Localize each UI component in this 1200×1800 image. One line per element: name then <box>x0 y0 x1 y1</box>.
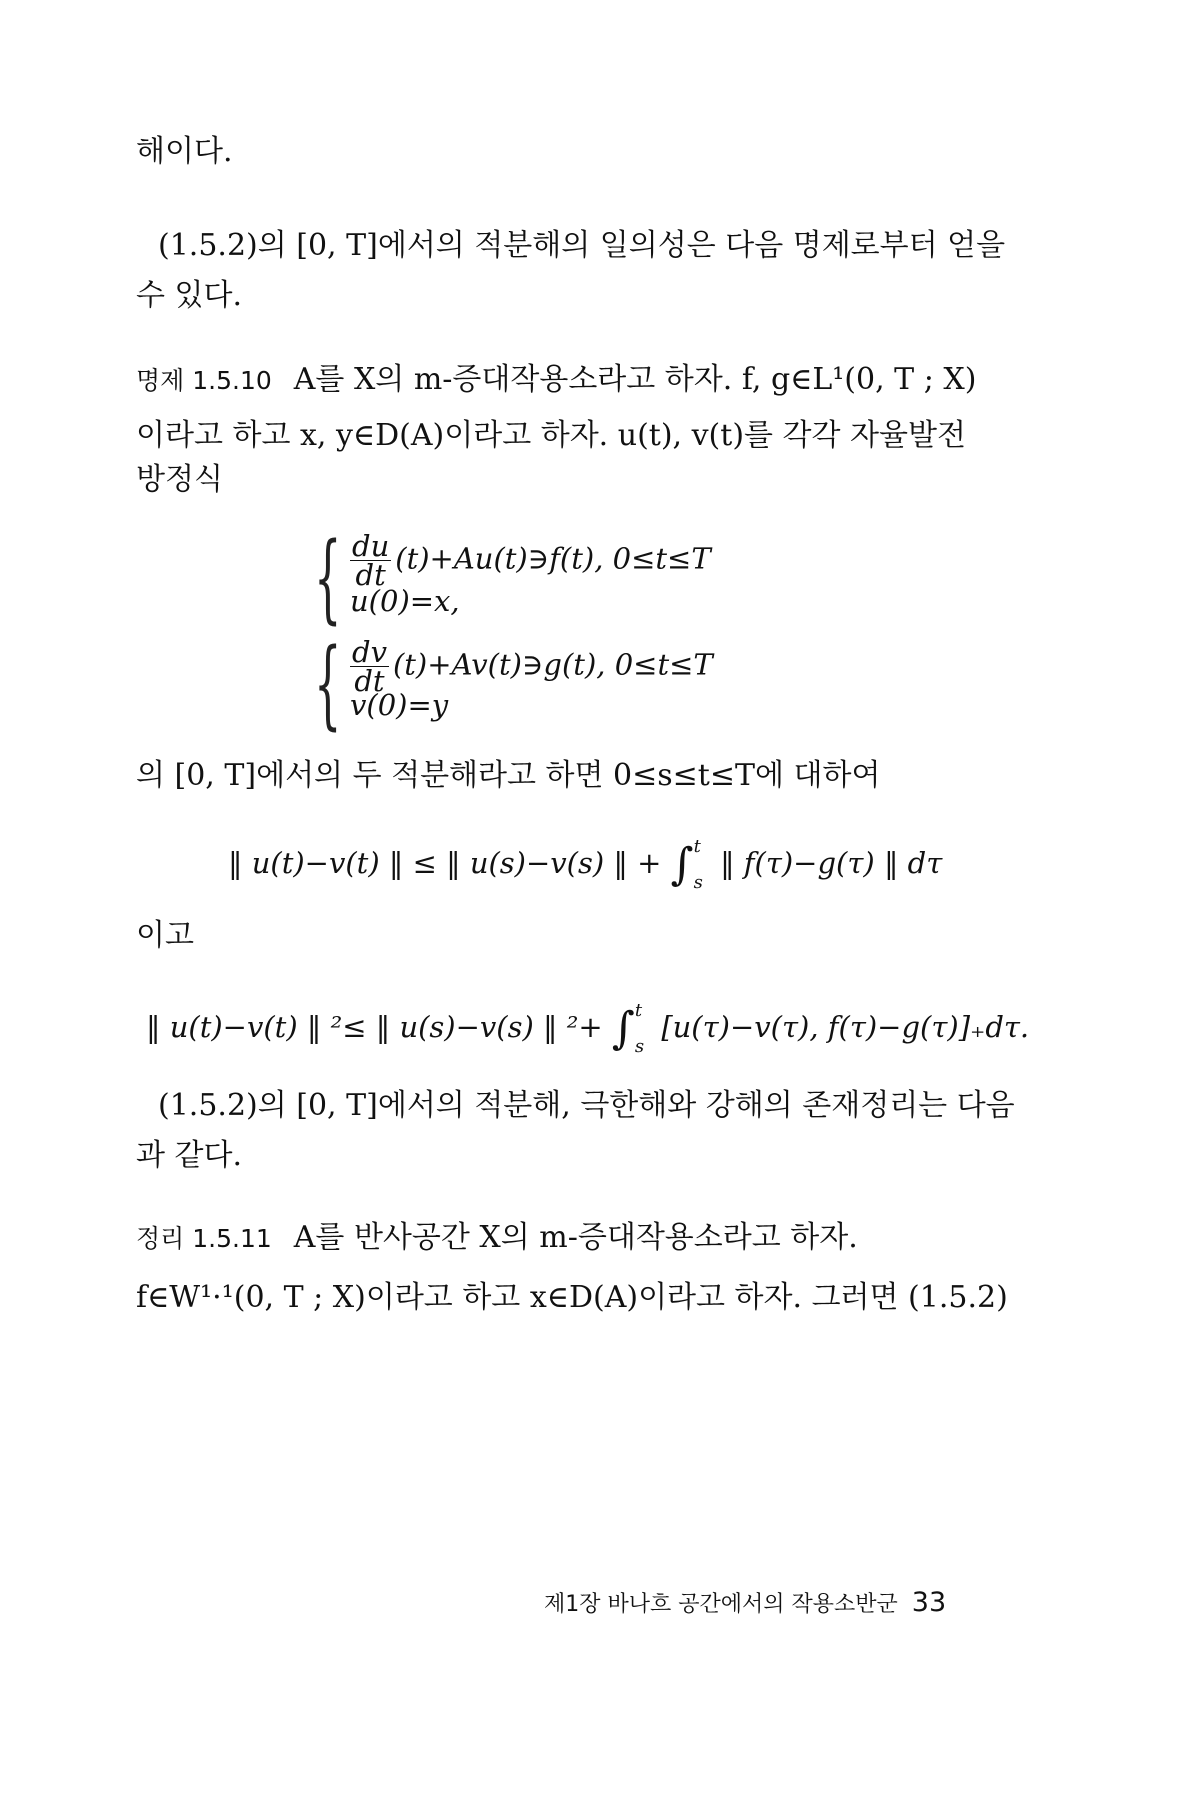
fraction: $\frac{dv}{dt}$ <box>352 635 387 698</box>
text-line: A를 반사공간 X의 m-증대작용소라고 하자. <box>293 1220 858 1255</box>
text-line: (1.5.2)의 [0, T]에서의 적분해, 극한해와 강해의 존재정리는 다음 <box>158 1088 1015 1123</box>
equation-u-line-1: $\frac{du}{dt}$ (t)+Au(t)∋f(t), 0≤t≤T <box>352 529 711 592</box>
running-header: 제1장 바나흐 공간에서의 작용소반군 <box>544 1592 898 1617</box>
integral-sign: ∫ <box>670 839 694 890</box>
text-line: 이라고 하고 x, y∈D(A)이라고 하자. u(t), v(t)를 각각 자율발전 <box>136 418 966 453</box>
theorem-label: 정리 1.5.11 <box>136 1224 272 1253</box>
text-line: f∈W¹·¹(0, T ; X)이라고 하고 x∈D(A)이라고 하자. 그러면 (1.5.2) <box>136 1280 1008 1315</box>
text-line: A를 X의 m-증대작용소라고 하자. f, g∈L¹(0, T ; X) <box>293 362 977 397</box>
text-line: 이고 <box>136 918 194 953</box>
proposition-label: 명제 1.5.10 <box>136 366 272 395</box>
left-brace: { <box>314 522 342 634</box>
text-line: (1.5.2)의 [0, T]에서의 적분해의 일의성은 다음 명제로부터 얻을 <box>158 228 1006 263</box>
text-line: 방정식 <box>136 462 223 497</box>
equation-v-line-2: v(0)=y <box>350 688 449 722</box>
fraction: $\frac{du}{dt}$ <box>352 529 390 592</box>
theorem-line <box>136 1218 1060 1259</box>
proposition-line <box>136 360 1060 401</box>
left-brace: { <box>314 628 342 740</box>
equation-v-line-1: $\frac{dv}{dt}$ (t)+Av(t)∋g(t), 0≤t≤T <box>352 635 713 698</box>
page-number: 33 <box>911 1587 947 1618</box>
text-line: 수 있다. <box>136 278 243 313</box>
text-line: 의 [0, T]에서의 두 적분해라고 하면 0≤s≤t≤T에 대하여 <box>136 758 881 793</box>
inequality-2: ‖ u(t)−v(t) ‖ ²≤ ‖ u(s)−v(s) ‖ ²+ ∫ t s [u(τ)−v(τ), f(τ)−g(τ)]₊dτ. <box>146 1000 1030 1057</box>
text-line: 과 같다. <box>136 1138 243 1173</box>
text-line: 해이다. <box>136 134 233 169</box>
page-footer <box>544 1586 946 1622</box>
inequality-1: ‖ u(t)−v(t) ‖ ≤ ‖ u(s)−v(s) ‖ + ∫ t s ‖ f(τ)−g(τ) ‖ dτ <box>228 836 943 893</box>
equation-u-line-2: u(0)=x, <box>350 584 460 618</box>
integral-sign: ∫ <box>611 1003 635 1054</box>
